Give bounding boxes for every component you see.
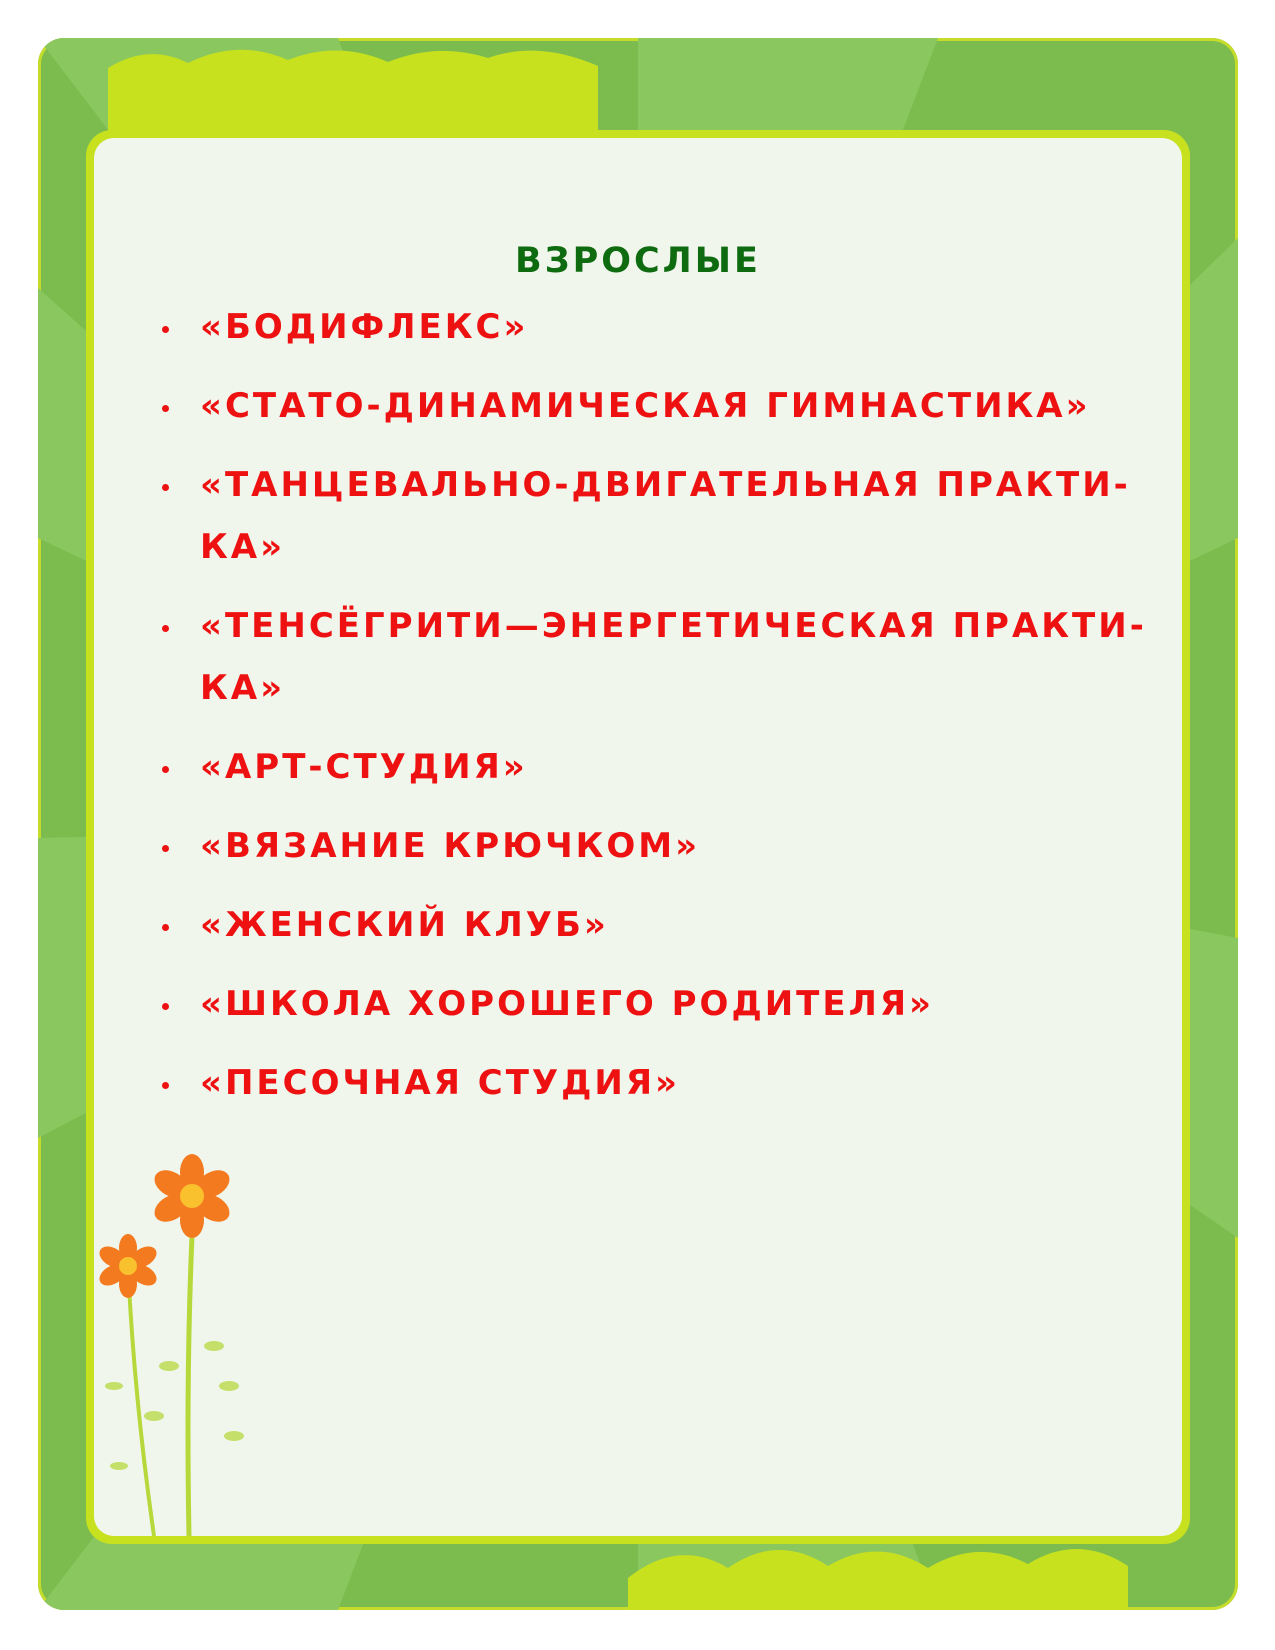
list-item-label: «СТАТО-ДИНАМИЧЕСКАЯ ГИМНАСТИКА» <box>200 386 1091 426</box>
list-item <box>152 595 1152 719</box>
list-item <box>152 1052 1152 1114</box>
content-panel <box>86 130 1190 1544</box>
list-item <box>152 973 1152 1035</box>
list-item-label: «ВЯЗАНИЕ КРЮЧКОМ» <box>200 826 701 866</box>
bullet-icon <box>162 1082 169 1089</box>
content-panel-inner <box>94 138 1182 1536</box>
list-item-label: «ТЕНСЁГРИТИ—ЭНЕРГЕТИЧЕСКАЯ ПРАКТИ-КА» <box>200 606 1147 708</box>
list-item <box>152 375 1152 437</box>
list-item <box>152 454 1152 578</box>
list-item-label: «ПЕСОЧНАЯ СТУДИЯ» <box>200 1063 681 1103</box>
list-item <box>152 296 1152 358</box>
activity-list <box>152 296 1152 1131</box>
bullet-icon <box>162 845 169 852</box>
list-item <box>152 894 1152 956</box>
page-title: ВЗРОСЛЫЕ <box>515 241 761 281</box>
page-frame <box>38 38 1238 1610</box>
list-item <box>152 815 1152 877</box>
bullet-icon <box>162 924 169 931</box>
bullet-icon <box>162 484 169 491</box>
flowers-decoration <box>94 1116 314 1536</box>
list-item-label: «БОДИФЛЕКС» <box>200 307 529 347</box>
list-item-label: «ШКОЛА ХОРОШЕГО РОДИТЕЛЯ» <box>200 984 934 1024</box>
list-item-label: «АРТ-СТУДИЯ» <box>200 747 528 787</box>
list-item-label: «ТАНЦЕВАЛЬНО-ДВИГАТЕЛЬНАЯ ПРАКТИ-КА» <box>200 465 1131 567</box>
flower-icon <box>150 1154 235 1238</box>
flower-icon <box>96 1234 160 1298</box>
bullet-icon <box>162 625 169 632</box>
list-item-label: «ЖЕНСКИЙ КЛУБ» <box>200 905 609 945</box>
bullet-icon <box>162 766 169 773</box>
bullet-icon <box>162 1003 169 1010</box>
list-item <box>152 736 1152 798</box>
grass-bottom <box>628 1549 1128 1610</box>
leaf-icon <box>105 1341 244 1470</box>
bullet-icon <box>162 405 169 412</box>
grass-top <box>108 50 598 133</box>
bullet-icon <box>162 326 169 333</box>
